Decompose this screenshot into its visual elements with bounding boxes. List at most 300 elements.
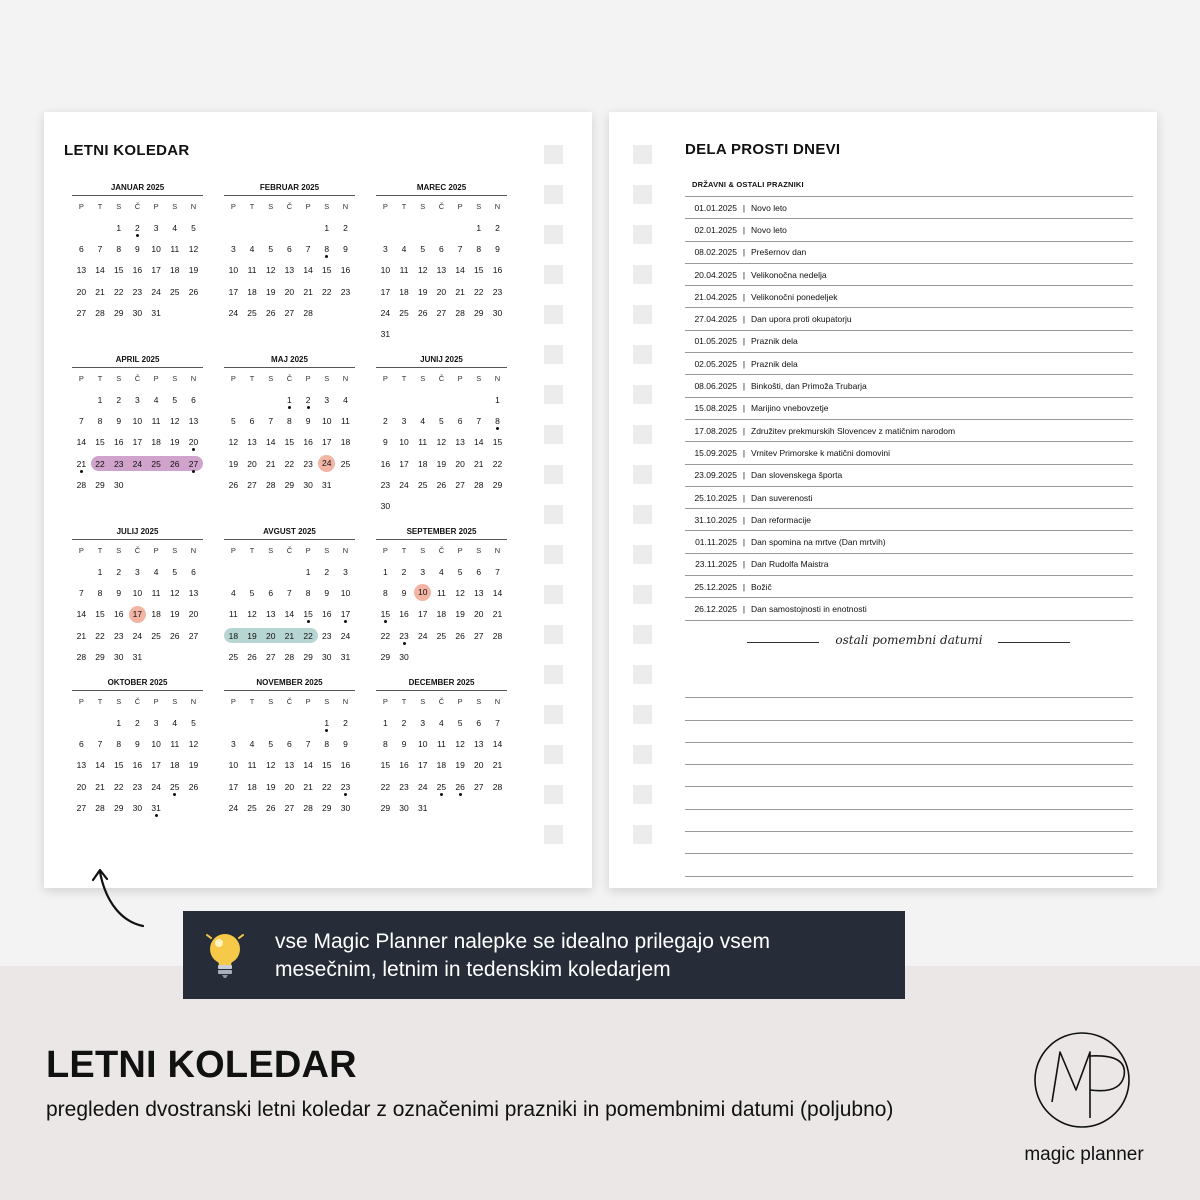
day-cell: 19 [228,458,239,469]
holiday-row [685,374,1133,396]
day-cell: 7 [495,566,500,577]
holiday-separator: | [742,603,746,614]
weekday-header [376,691,507,712]
day-cell: 31 [147,803,166,813]
day-cell: 26 [455,630,465,641]
day-cell: 2 [324,566,330,577]
weekday-header [72,691,203,712]
weekday-label: T [249,697,255,706]
lightbulb-icon [205,929,245,981]
weekday-header [224,196,355,217]
day-cell: 5 [439,415,444,426]
day-cell: 6 [78,243,84,254]
holiday-separator: | [742,581,746,592]
weekday-label: N [494,374,501,383]
weekday-label: N [190,374,197,383]
holiday-date: 02.01.2025 [694,224,737,235]
day-cell: 9 [324,587,330,598]
day-cell: 8 [317,244,336,254]
day-cell: 23 [322,630,332,641]
week-row [72,238,203,259]
day-cell: 4 [439,717,444,728]
sticker-square [544,585,563,604]
day-cell: 17 [151,760,161,771]
day-cell: 1 [305,566,311,577]
day-cell: 6 [476,717,482,728]
day-cell: 26 [170,630,180,641]
sticker-square [544,545,563,564]
day-cell: 20 [76,781,87,792]
week-row [72,432,203,453]
weekday-label: P [382,546,388,555]
day-cell: 24 [340,630,351,641]
day-cell: 22 [492,458,503,469]
day-cell: 2 [299,395,318,405]
day-cell: 4 [249,738,255,749]
sticker-square [633,345,652,364]
day-cell: 9 [305,415,311,426]
sticker-square [544,185,563,204]
day-cell: 1 [116,717,122,728]
weekday-label: Č [438,202,445,211]
sticker-square [633,785,652,804]
day-cell: 31 [322,479,332,490]
holiday-name: Združitev prekmurskih Slovencev z matičnim narodom [751,425,956,436]
right-page-title: DELA PROSTI DNEVI [685,141,841,158]
month-title: DECEMBER 2025 [408,678,475,687]
week-row [224,260,355,281]
day-cell: 8 [382,738,388,749]
day-cell: 10 [132,415,143,426]
holiday-row [685,241,1133,263]
day-cell: 8 [116,738,122,749]
day-cell: 30 [380,501,391,512]
day-cell: 7 [305,243,311,254]
holiday-separator: | [742,492,746,503]
day-cell: 24 [132,458,143,469]
sticker-square [544,145,563,164]
day-cell: 5 [230,415,236,426]
weekday-header [224,691,355,712]
day-cell: 15 [113,760,124,771]
holiday-separator: | [742,247,746,258]
weekday-label: T [401,202,407,211]
weekday-label: P [78,374,84,383]
weekday-label: Č [286,202,293,211]
day-cell: 3 [401,415,407,426]
day-cell: 19 [417,286,428,297]
day-cell: 30 [113,651,124,662]
day-cell: 26 [188,781,199,792]
day-cell: 27 [284,802,295,813]
week-row [224,582,355,603]
weekday-header [224,540,355,561]
day-cell: 11 [151,587,161,598]
week-row [72,646,203,667]
holiday-date: 01.01.2025 [694,202,737,213]
day-cell: 8 [476,243,482,254]
day-cell: 3 [324,394,330,405]
day-cell: 14 [474,437,484,448]
weekday-label: P [78,202,84,211]
day-cell: 16 [399,760,409,771]
day-cell: 14 [492,587,503,598]
day-cell: 5 [172,566,178,577]
day-cell: 27 [188,630,199,641]
holiday-list [685,196,1133,621]
day-cell: 17 [228,781,239,792]
left-page [44,112,592,888]
day-cell: 19 [265,781,276,792]
day-cell: 1 [317,718,336,728]
week-row [376,495,507,516]
holiday-separator: | [742,269,746,280]
week-row [376,453,507,474]
day-cell: 6 [457,415,463,426]
day-cell: 30 [113,479,124,490]
day-cell: 6 [191,566,196,577]
week-row [376,302,507,323]
day-cell: 16 [132,265,143,276]
day-cell: 29 [95,479,105,490]
week-row [72,582,203,603]
day-cell: 8 [305,587,311,598]
weekday-label: S [172,546,178,555]
day-cell: 12 [455,587,465,598]
weekday-label: S [172,374,178,383]
other-dates-title: ostali pomembni datumi [746,633,1072,647]
product-title: LETNI KOLEDAR [46,1044,357,1086]
day-cell: 29 [492,479,503,490]
day-cell: 27 [265,651,276,662]
note-line [685,698,1133,720]
weekday-label: Č [438,374,445,383]
day-cell: 15 [322,265,332,276]
day-cell: 26 [188,286,199,297]
day-cell: 4 [172,717,178,728]
day-cell: 28 [76,479,87,490]
month-block [376,677,507,818]
day-cell: 27 [184,459,203,469]
brand-name: magic planner [1024,1144,1144,1165]
sticker-square [544,225,563,244]
day-cell: 22 [322,286,332,297]
weekday-label: S [420,697,426,706]
day-cell: 16 [132,760,143,771]
day-cell: 11 [247,265,257,276]
day-cell: 17 [151,265,161,276]
weekday-label: T [401,697,407,706]
tip-text [275,928,770,984]
day-cell: 19 [455,609,465,620]
holiday-name: Praznik dela [751,358,798,369]
day-cell: 27 [474,781,484,792]
day-cell: 26 [247,651,257,662]
weekday-label: S [116,374,122,383]
day-cell: 11 [170,243,180,254]
holiday-name: Božič [751,581,772,592]
weekday-label: P [382,374,388,383]
weekday-label: S [116,697,122,706]
day-cell: 11 [436,738,446,749]
week-row [376,755,507,776]
day-cell: 13 [474,738,484,749]
day-cell: 3 [382,243,388,254]
day-cell: 28 [492,781,503,792]
holiday-row [685,397,1133,419]
day-cell: 29 [284,479,295,490]
weekday-label: S [324,374,330,383]
week-row [72,302,203,323]
day-cell: 20 [247,458,257,469]
week-row [376,646,507,667]
day-cell: 29 [113,307,124,318]
weekday-label: P [153,697,159,706]
day-cell: 6 [287,243,292,254]
day-cell: 10 [132,587,143,598]
day-cell: 19 [247,630,257,641]
day-cell: 31 [417,802,428,813]
day-cell: 3 [153,717,159,728]
day-cell: 13 [455,437,465,448]
day-cell: 3 [343,566,348,577]
weekday-label: S [172,202,178,211]
weekday-label: N [190,202,197,211]
day-cell: 8 [97,415,103,426]
day-cell: 21 [72,459,91,469]
day-cell: 26 [451,782,470,792]
week-row [376,217,507,238]
day-cell: 15 [376,609,395,619]
month-block [376,182,507,345]
month-block [72,182,203,323]
weekday-label: S [268,546,274,555]
day-cell: 27 [76,802,87,813]
day-cell: 28 [284,651,295,662]
day-cell: 26 [228,479,239,490]
day-cell: 7 [457,243,463,254]
note-line [685,765,1133,787]
day-cell: 7 [495,717,500,728]
day-cell: 29 [380,651,391,662]
day-cell: 20 [265,630,276,641]
day-cell: 12 [170,415,180,426]
note-line [685,854,1133,876]
weekday-label: T [249,374,255,383]
week-row [72,389,203,410]
day-cell: 13 [247,437,257,448]
day-cell: 13 [265,609,276,620]
day-cell: 9 [135,243,140,254]
day-cell: 9 [382,437,388,448]
weekday-label: T [97,202,103,211]
day-cell: 29 [380,802,391,813]
day-cell: 28 [95,307,105,318]
holiday-name: Dan suverenosti [751,492,813,503]
day-cell: 29 [113,802,124,813]
day-cell: 6 [249,415,255,426]
sticker-square [544,345,563,364]
weekday-label: N [342,374,349,383]
holiday-date: 01.05.2025 [694,336,737,347]
day-cell: 4 [343,394,348,405]
sticker-square [544,825,563,844]
day-cell: 16 [113,609,124,620]
sticker-square [544,465,563,484]
day-cell: 19 [170,437,180,448]
day-cell: 16 [380,458,391,469]
day-cell: 4 [249,243,255,254]
day-cell: 22 [380,630,391,641]
weekday-label: P [382,697,388,706]
day-cell: 18 [436,609,447,620]
day-cell: 23 [399,781,409,792]
day-cell: 25 [432,782,451,792]
day-cell: 18 [151,437,161,448]
day-cell: 21 [303,781,313,792]
day-cell: 11 [151,415,161,426]
day-cell: 18 [170,760,180,771]
day-cell: 18 [340,437,351,448]
month-block [224,677,355,818]
day-cell: 16 [399,609,409,620]
week-row [72,410,203,431]
holiday-date: 21.04.2025 [694,291,737,302]
day-cell: 14 [492,738,503,749]
month-title: SEPTEMBER 2025 [406,527,477,536]
week-row [376,432,507,453]
holiday-name: Novo leto [751,202,787,213]
holiday-date: 26.12.2025 [694,603,737,614]
day-cell: 20 [436,286,447,297]
holiday-row [685,464,1133,486]
day-cell: 20 [455,458,465,469]
week-row [72,260,203,281]
sticker-square [544,705,563,724]
day-cell: 12 [265,760,276,771]
weekday-label: S [420,374,426,383]
weekday-label: Č [438,697,445,706]
weekday-label: T [249,546,255,555]
weekday-label: S [324,202,330,211]
day-cell: 4 [230,587,236,598]
day-cell: 24 [317,455,336,472]
holiday-date: 20.04.2025 [694,269,737,280]
day-cell: 17 [128,606,147,623]
day-cell: 28 [95,802,105,813]
holiday-separator: | [742,403,746,414]
day-cell: 30 [303,479,313,490]
holiday-separator: | [742,514,746,525]
right-page [609,112,1157,888]
day-cell: 13 [188,587,199,598]
day-cell: 14 [455,265,465,276]
holiday-name: Dan upora proti okupatorju [751,314,852,325]
sticker-square [633,745,652,764]
holiday-date: 27.04.2025 [694,314,737,325]
day-cell: 28 [265,479,276,490]
week-row [224,776,355,797]
sticker-square [633,585,652,604]
weekday-label: N [494,697,501,706]
day-cell: 3 [230,738,236,749]
week-row [72,217,203,238]
week-row [72,281,203,302]
day-cell: 22 [380,781,391,792]
day-cell: 22 [322,781,332,792]
day-cell: 1 [97,566,103,577]
weekday-label: P [78,546,84,555]
note-line [685,832,1133,854]
sticker-square [544,305,563,324]
weekday-label: Č [134,546,141,555]
day-cell: 27 [76,307,87,318]
weekday-label: P [230,202,236,211]
day-cell: 17 [380,286,391,297]
week-row [72,474,203,495]
day-cell: 11 [170,738,180,749]
weekday-label: T [249,202,255,211]
weekday-label: T [401,374,407,383]
day-cell: 27 [247,479,257,490]
holiday-row [685,196,1133,218]
day-cell: 20 [284,781,295,792]
day-cell: 21 [95,781,105,792]
day-cell: 28 [492,630,503,641]
day-cell: 17 [399,458,409,469]
weekday-label: N [342,202,349,211]
day-cell: 8 [488,416,507,426]
week-row [376,582,507,603]
note-line [685,676,1133,698]
week-row [224,561,355,582]
day-cell: 23 [395,631,414,641]
day-cell: 10 [228,265,239,276]
weekday-label: N [342,546,349,555]
day-cell: 1 [324,222,330,233]
day-cell: 10 [417,738,428,749]
day-cell: 10 [399,437,409,448]
week-row [224,625,355,646]
day-cell: 24 [228,802,239,813]
week-row [72,712,203,733]
day-cell: 9 [401,738,407,749]
day-cell: 24 [380,307,391,318]
day-cell: 9 [495,243,500,254]
day-cell: 25 [247,307,257,318]
day-cell: 26 [265,307,276,318]
day-cell: 5 [191,717,196,728]
day-cell: 15 [322,760,332,771]
day-cell: 31 [340,651,351,662]
day-cell: 9 [135,738,140,749]
day-cell: 8 [97,587,103,598]
day-cell: 30 [340,802,351,813]
weekday-label: P [457,202,463,211]
day-cell: 18 [417,458,428,469]
day-cell: 30 [399,651,409,662]
day-cell: 2 [343,717,348,728]
day-cell: 12 [170,587,180,598]
week-row [224,712,355,733]
holiday-row [685,530,1133,552]
day-cell: 14 [303,760,313,771]
day-cell: 3 [135,394,140,405]
sticker-square [633,305,652,324]
day-cell: 16 [340,265,351,276]
day-cell: 24 [417,630,428,641]
day-cell: 5 [268,738,274,749]
